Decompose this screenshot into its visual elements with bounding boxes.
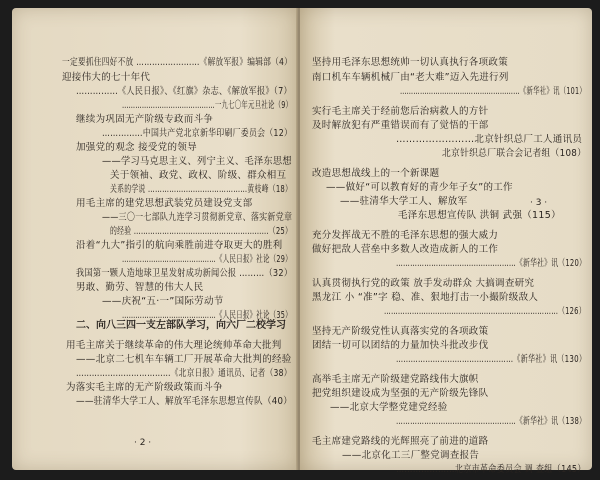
toc-line: 用毛主席的建党思想武装党员建设党支部	[76, 198, 253, 209]
toc-line: ——驻清华大学工人、解放军毛泽东思想宣传队（40）	[76, 396, 293, 407]
section-heading: 二、向八三四一支左部队学习，向六厂二校学习	[76, 320, 286, 331]
toc-line: ——庆祝“五·一”国际劳动节	[102, 296, 224, 307]
toc-line: ——做好“可以教育好的青少年子女”的工作	[326, 182, 513, 193]
page-number-left: · 2 ·	[134, 438, 152, 448]
toc-line: 迎接伟大的七十年代	[62, 72, 151, 83]
toc-line: 实行毛主席关于经前您后治病救人的方针	[312, 106, 489, 117]
toc-line: 充分发挥战无不胜的毛泽东思想的强大威力	[312, 230, 499, 241]
toc-line: ……………………………………《人民日报》社论（29）	[122, 254, 292, 265]
toc-line: 北京针织总厂联合会记者组（108）	[442, 148, 587, 159]
toc-line: ——北京二七机车车辆工厂开展革命大批判的经验	[76, 354, 292, 365]
toc-line: 坚持无产阶级党性认真落实党的各项政策	[312, 326, 489, 337]
toc-line: 做好把敌人营垒中多数人改造成新人的工作	[312, 244, 499, 255]
toc-line: 为落实毛主席的无产阶级政策而斗争	[66, 382, 223, 393]
toc-line: ……………………………………《人民日报》社论（35）	[122, 310, 292, 321]
toc-line: ……………………北京针织总厂工人通讯员	[396, 134, 583, 145]
toc-line: ………………………………………………《新华社》讯（101）	[400, 86, 586, 97]
toc-line: 一定要抓住四好不放 ……………………《解放军报》编辑部（4）	[62, 57, 293, 68]
toc-line: ——北京化工三厂整党调查报告	[342, 450, 480, 461]
toc-line: ……………中国共产党北京新华印刷厂委员会（12）	[102, 128, 293, 139]
right-page	[300, 8, 592, 475]
toc-line: ………………………………《北京日报》通讯员、记者（38）	[76, 368, 292, 379]
toc-line: 坚持用毛泽东思想统帅一切认真执行各项政策	[312, 57, 509, 68]
toc-line: 及时解放犯有严重错误而有了觉悟的干部	[312, 120, 489, 131]
toc-line: …………………北京市革命委员会 调 查组（145）	[396, 464, 586, 475]
toc-line: ……………《人民日报》、《红旗》杂志、《解放军报》（7）	[76, 86, 292, 97]
toc-line: 高举毛主席无产阶级建党路线伟大旗帜	[312, 374, 479, 385]
toc-line: 沿着“九大”指引的航向乘胜前进夺取更大的胜利	[76, 240, 283, 251]
toc-line: 关于领袖、政党、政权、阶级、群众相互	[110, 170, 287, 181]
toc-line: 黑龙江 小 “准”字 稳、准、狠地打击一小撮阶级敌人	[312, 292, 539, 303]
toc-line: 继续为巩固无产阶级专政而斗争	[76, 114, 214, 125]
toc-line: ——学习马克思主义、列宁主义、毛泽东思想	[102, 156, 292, 167]
toc-line: ——北京大学整党建党经验	[330, 402, 448, 413]
toc-line: ……………………………………一九七〇年元旦社论（9）	[122, 100, 293, 111]
page-number-right: · 3 ·	[530, 198, 548, 208]
toc-line: 加强党的观念 接受党的领导	[76, 142, 197, 153]
toc-line: 认真贯彻执行党的政策 放手发动群众 大搞调查研究	[312, 278, 535, 289]
toc-line: 用毛主席关于继续革命的伟大理论统帅革命大批判	[66, 340, 282, 351]
toc-line: 我国第一颗人造地球卫星发射成功新闻公报 ………（32）	[76, 268, 293, 279]
toc-line: ——三〇一七部队九连学习贯彻新党章、落实新党章	[102, 212, 293, 223]
toc-line: ——驻清华大学工人、解放军	[340, 196, 468, 207]
toc-line: …………………………………………《新华社》讯（130）	[396, 354, 587, 365]
toc-line: …………………………………………………………………（126）	[384, 306, 586, 317]
toc-line: ……………………………………………《新华社》讯（120）	[396, 258, 587, 269]
toc-line: 毛主席建党路线的光辉照亮了前进的道路	[312, 436, 489, 447]
toc-line: 团结一切可以团结的力量加快斗批改步伐	[312, 340, 489, 351]
toc-line: 改造思想战线上的一个新课题	[312, 168, 440, 179]
left-page	[12, 8, 298, 470]
toc-line: 男敢、勤劳、智慧的伟大人民	[76, 282, 204, 293]
toc-line: 关系的学说 ……………………………………黄枝峰（18）	[110, 184, 293, 195]
toc-line: 南口机车车辆机械厂由“老大难”迈入先进行列	[312, 72, 509, 83]
toc-line: 把党组织建设成为坚强的无产阶级先锋队	[312, 388, 489, 399]
toc-line: 的经验 …………………………………………………（25）	[110, 226, 293, 237]
toc-line: ……………………………………………《新华社》讯（138）	[396, 416, 587, 427]
toc-line: 毛泽东思想宣传队 洪铜 武强（115）	[398, 210, 561, 221]
